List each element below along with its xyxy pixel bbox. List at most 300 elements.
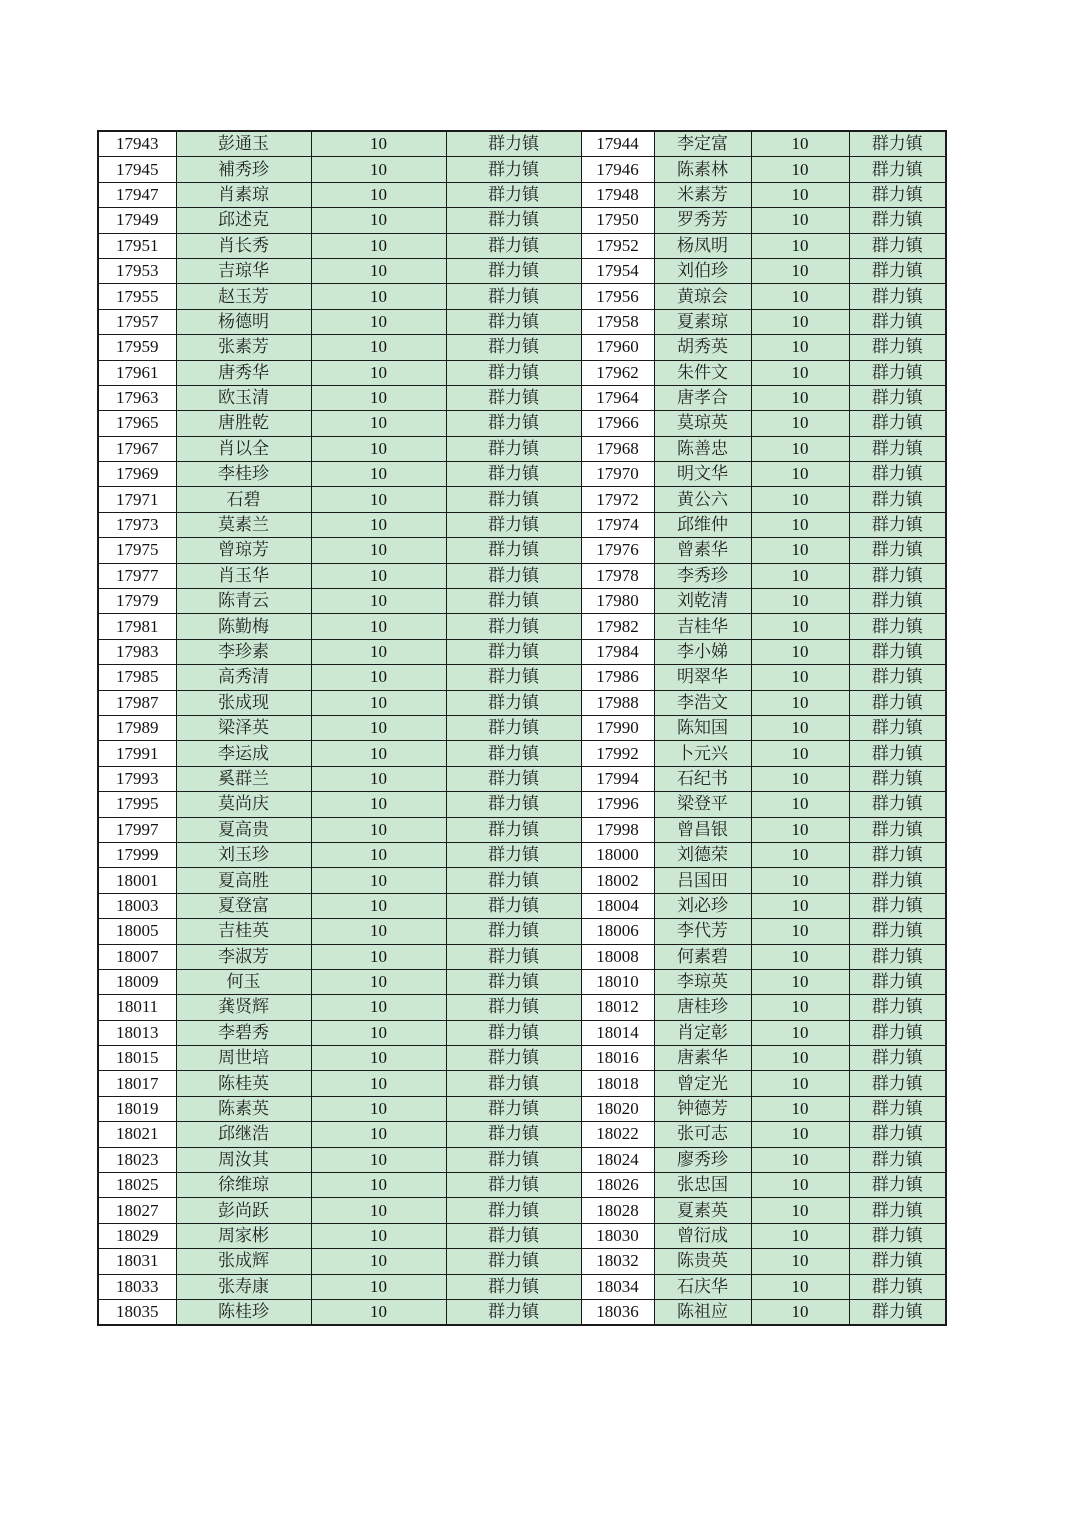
table-row <box>98 157 946 182</box>
right-town-cell: 群力镇 <box>849 411 946 436</box>
left-amount-cell: 10 <box>311 944 446 969</box>
left-town-cell: 群力镇 <box>446 182 581 207</box>
left-amount-cell: 10 <box>311 385 446 410</box>
left-town-cell: 群力镇 <box>446 995 581 1020</box>
table-row <box>98 1122 946 1147</box>
right-name-cell: 曾昌银 <box>654 817 751 842</box>
right-name-cell: 李秀珍 <box>654 563 751 588</box>
right-name-cell: 陈知国 <box>654 715 751 740</box>
left-amount-cell: 10 <box>311 665 446 690</box>
left-name-cell: 邱述克 <box>176 208 311 233</box>
right-town-cell: 群力镇 <box>849 182 946 207</box>
roster-table <box>97 130 947 1326</box>
right-amount-cell: 10 <box>751 969 849 994</box>
right-town-cell: 群力镇 <box>849 1173 946 1198</box>
left-name-cell: 陈桂英 <box>176 1071 311 1096</box>
left-name-cell: 奚群兰 <box>176 766 311 791</box>
right-amount-cell: 10 <box>751 512 849 537</box>
left-id-cell: 17965 <box>98 411 176 436</box>
left-amount-cell: 10 <box>311 792 446 817</box>
table-row <box>98 715 946 740</box>
right-name-cell: 吉桂华 <box>654 614 751 639</box>
left-id-cell: 17957 <box>98 309 176 334</box>
right-id-cell: 18020 <box>581 1096 654 1121</box>
left-town-cell: 群力镇 <box>446 1071 581 1096</box>
right-town-cell: 群力镇 <box>849 715 946 740</box>
left-name-cell: 唐胜乾 <box>176 411 311 436</box>
right-amount-cell: 10 <box>751 741 849 766</box>
table-row <box>98 131 946 157</box>
right-name-cell: 罗秀芳 <box>654 208 751 233</box>
table-row <box>98 842 946 867</box>
left-name-cell: 李碧秀 <box>176 1020 311 1045</box>
left-town-cell: 群力镇 <box>446 639 581 664</box>
right-name-cell: 唐素华 <box>654 1046 751 1071</box>
right-amount-cell: 10 <box>751 1122 849 1147</box>
right-name-cell: 李小娣 <box>654 639 751 664</box>
left-town-cell: 群力镇 <box>446 487 581 512</box>
left-id-cell: 18033 <box>98 1274 176 1299</box>
left-town-cell: 群力镇 <box>446 792 581 817</box>
left-amount-cell: 10 <box>311 893 446 918</box>
right-amount-cell: 10 <box>751 1249 849 1274</box>
right-name-cell: 黄琼会 <box>654 284 751 309</box>
right-town-cell: 群力镇 <box>849 258 946 283</box>
right-id-cell: 18024 <box>581 1147 654 1172</box>
right-town-cell: 群力镇 <box>849 741 946 766</box>
table-row <box>98 385 946 410</box>
right-amount-cell: 10 <box>751 157 849 182</box>
right-id-cell: 17988 <box>581 690 654 715</box>
left-town-cell: 群力镇 <box>446 360 581 385</box>
table-row <box>98 309 946 334</box>
right-amount-cell: 10 <box>751 995 849 1020</box>
left-name-cell: 夏高胜 <box>176 868 311 893</box>
left-amount-cell: 10 <box>311 487 446 512</box>
right-id-cell: 18012 <box>581 995 654 1020</box>
left-name-cell: 李运成 <box>176 741 311 766</box>
right-id-cell: 17966 <box>581 411 654 436</box>
left-id-cell: 18007 <box>98 944 176 969</box>
right-id-cell: 18014 <box>581 1020 654 1045</box>
right-town-cell: 群力镇 <box>849 1046 946 1071</box>
left-town-cell: 群力镇 <box>446 1020 581 1045</box>
left-name-cell: 梁泽英 <box>176 715 311 740</box>
left-town-cell: 群力镇 <box>446 335 581 360</box>
left-name-cell: 刘玉珍 <box>176 842 311 867</box>
right-name-cell: 邱维仲 <box>654 512 751 537</box>
table-row <box>98 487 946 512</box>
left-town-cell: 群力镇 <box>446 868 581 893</box>
right-amount-cell: 10 <box>751 233 849 258</box>
right-id-cell: 17952 <box>581 233 654 258</box>
right-amount-cell: 10 <box>751 792 849 817</box>
left-name-cell: 肖长秀 <box>176 233 311 258</box>
right-name-cell: 石庆华 <box>654 1274 751 1299</box>
table-row <box>98 411 946 436</box>
right-name-cell: 黄公六 <box>654 487 751 512</box>
right-name-cell: 陈祖应 <box>654 1299 751 1325</box>
left-town-cell: 群力镇 <box>446 1173 581 1198</box>
left-name-cell: 高秀清 <box>176 665 311 690</box>
left-amount-cell: 10 <box>311 589 446 614</box>
right-amount-cell: 10 <box>751 462 849 487</box>
left-id-cell: 18019 <box>98 1096 176 1121</box>
table-row <box>98 919 946 944</box>
right-id-cell: 17986 <box>581 665 654 690</box>
right-name-cell: 刘伯珍 <box>654 258 751 283</box>
right-id-cell: 18018 <box>581 1071 654 1096</box>
left-amount-cell: 10 <box>311 715 446 740</box>
table-row <box>98 1096 946 1121</box>
left-amount-cell: 10 <box>311 309 446 334</box>
left-town-cell: 群力镇 <box>446 1147 581 1172</box>
left-name-cell: 邱继浩 <box>176 1122 311 1147</box>
table-row <box>98 1274 946 1299</box>
left-id-cell: 17949 <box>98 208 176 233</box>
left-id-cell: 17977 <box>98 563 176 588</box>
left-name-cell: 石碧 <box>176 487 311 512</box>
right-name-cell: 明翠华 <box>654 665 751 690</box>
right-name-cell: 杨凤明 <box>654 233 751 258</box>
right-town-cell: 群力镇 <box>849 792 946 817</box>
right-id-cell: 17958 <box>581 309 654 334</box>
left-name-cell: 龚贤辉 <box>176 995 311 1020</box>
right-name-cell: 李代芳 <box>654 919 751 944</box>
left-amount-cell: 10 <box>311 1046 446 1071</box>
right-amount-cell: 10 <box>751 1071 849 1096</box>
table-row <box>98 944 946 969</box>
right-amount-cell: 10 <box>751 817 849 842</box>
left-town-cell: 群力镇 <box>446 1249 581 1274</box>
right-amount-cell: 10 <box>751 563 849 588</box>
right-amount-cell: 10 <box>751 614 849 639</box>
left-amount-cell: 10 <box>311 868 446 893</box>
right-town-cell: 群力镇 <box>849 208 946 233</box>
right-id-cell: 18028 <box>581 1198 654 1223</box>
left-name-cell: 赵玉芳 <box>176 284 311 309</box>
left-amount-cell: 10 <box>311 1249 446 1274</box>
right-id-cell: 17978 <box>581 563 654 588</box>
left-id-cell: 18025 <box>98 1173 176 1198</box>
left-name-cell: 张寿康 <box>176 1274 311 1299</box>
left-town-cell: 群力镇 <box>446 309 581 334</box>
right-amount-cell: 10 <box>751 1223 849 1248</box>
left-town-cell: 群力镇 <box>446 766 581 791</box>
left-name-cell: 肖玉华 <box>176 563 311 588</box>
right-amount-cell: 10 <box>751 919 849 944</box>
right-town-cell: 群力镇 <box>849 335 946 360</box>
right-amount-cell: 10 <box>751 944 849 969</box>
left-id-cell: 18009 <box>98 969 176 994</box>
left-amount-cell: 10 <box>311 233 446 258</box>
right-town-cell: 群力镇 <box>849 1223 946 1248</box>
right-town-cell: 群力镇 <box>849 1147 946 1172</box>
right-amount-cell: 10 <box>751 538 849 563</box>
right-id-cell: 17964 <box>581 385 654 410</box>
right-amount-cell: 10 <box>751 1020 849 1045</box>
right-id-cell: 17944 <box>581 131 654 157</box>
table-row <box>98 1147 946 1172</box>
right-town-cell: 群力镇 <box>849 969 946 994</box>
left-amount-cell: 10 <box>311 766 446 791</box>
left-amount-cell: 10 <box>311 1223 446 1248</box>
right-id-cell: 17972 <box>581 487 654 512</box>
right-amount-cell: 10 <box>751 1299 849 1325</box>
table-row <box>98 258 946 283</box>
right-amount-cell: 10 <box>751 690 849 715</box>
right-id-cell: 18030 <box>581 1223 654 1248</box>
right-town-cell: 群力镇 <box>849 842 946 867</box>
left-amount-cell: 10 <box>311 1020 446 1045</box>
table-row <box>98 1046 946 1071</box>
right-id-cell: 17962 <box>581 360 654 385</box>
right-amount-cell: 10 <box>751 335 849 360</box>
left-amount-cell: 10 <box>311 995 446 1020</box>
table-row <box>98 436 946 461</box>
right-town-cell: 群力镇 <box>849 157 946 182</box>
table-row <box>98 182 946 207</box>
right-town-cell: 群力镇 <box>849 868 946 893</box>
right-name-cell: 何素碧 <box>654 944 751 969</box>
left-town-cell: 群力镇 <box>446 614 581 639</box>
left-amount-cell: 10 <box>311 1198 446 1223</box>
right-id-cell: 18000 <box>581 842 654 867</box>
table-row <box>98 766 946 791</box>
table-row <box>98 817 946 842</box>
right-name-cell: 曾定光 <box>654 1071 751 1096</box>
left-town-cell: 群力镇 <box>446 208 581 233</box>
left-id-cell: 18017 <box>98 1071 176 1096</box>
right-id-cell: 18022 <box>581 1122 654 1147</box>
left-id-cell: 18029 <box>98 1223 176 1248</box>
left-name-cell: 彭尚跃 <box>176 1198 311 1223</box>
right-name-cell: 卜元兴 <box>654 741 751 766</box>
right-amount-cell: 10 <box>751 639 849 664</box>
left-id-cell: 18015 <box>98 1046 176 1071</box>
left-amount-cell: 10 <box>311 208 446 233</box>
right-id-cell: 17994 <box>581 766 654 791</box>
table-row <box>98 792 946 817</box>
right-name-cell: 肖定彰 <box>654 1020 751 1045</box>
right-id-cell: 17996 <box>581 792 654 817</box>
table-row <box>98 893 946 918</box>
left-name-cell: 杨德明 <box>176 309 311 334</box>
right-name-cell: 夏素英 <box>654 1198 751 1223</box>
right-amount-cell: 10 <box>751 1274 849 1299</box>
right-amount-cell: 10 <box>751 665 849 690</box>
left-id-cell: 18001 <box>98 868 176 893</box>
left-town-cell: 群力镇 <box>446 1274 581 1299</box>
right-town-cell: 群力镇 <box>849 309 946 334</box>
left-amount-cell: 10 <box>311 639 446 664</box>
left-town-cell: 群力镇 <box>446 1046 581 1071</box>
right-id-cell: 18034 <box>581 1274 654 1299</box>
right-town-cell: 群力镇 <box>849 995 946 1020</box>
left-town-cell: 群力镇 <box>446 512 581 537</box>
left-town-cell: 群力镇 <box>446 1299 581 1325</box>
left-name-cell: 肖素琼 <box>176 182 311 207</box>
right-amount-cell: 10 <box>751 182 849 207</box>
left-town-cell: 群力镇 <box>446 157 581 182</box>
table-row <box>98 462 946 487</box>
right-id-cell: 17980 <box>581 589 654 614</box>
left-id-cell: 17993 <box>98 766 176 791</box>
right-id-cell: 17992 <box>581 741 654 766</box>
left-name-cell: 徐维琼 <box>176 1173 311 1198</box>
left-amount-cell: 10 <box>311 538 446 563</box>
left-town-cell: 群力镇 <box>446 538 581 563</box>
left-amount-cell: 10 <box>311 614 446 639</box>
right-town-cell: 群力镇 <box>849 563 946 588</box>
right-town-cell: 群力镇 <box>849 1071 946 1096</box>
left-name-cell: 周世培 <box>176 1046 311 1071</box>
left-town-cell: 群力镇 <box>446 411 581 436</box>
right-amount-cell: 10 <box>751 842 849 867</box>
right-id-cell: 17974 <box>581 512 654 537</box>
left-amount-cell: 10 <box>311 1096 446 1121</box>
left-id-cell: 17981 <box>98 614 176 639</box>
right-amount-cell: 10 <box>751 385 849 410</box>
right-amount-cell: 10 <box>751 284 849 309</box>
right-id-cell: 17954 <box>581 258 654 283</box>
right-town-cell: 群力镇 <box>849 1299 946 1325</box>
table-row <box>98 1299 946 1325</box>
left-amount-cell: 10 <box>311 436 446 461</box>
right-id-cell: 17946 <box>581 157 654 182</box>
right-town-cell: 群力镇 <box>849 639 946 664</box>
left-id-cell: 18023 <box>98 1147 176 1172</box>
right-id-cell: 17968 <box>581 436 654 461</box>
left-name-cell: 夏高贵 <box>176 817 311 842</box>
right-id-cell: 17948 <box>581 182 654 207</box>
right-name-cell: 李定富 <box>654 131 751 157</box>
right-name-cell: 李琼英 <box>654 969 751 994</box>
left-amount-cell: 10 <box>311 1173 446 1198</box>
table-row <box>98 1020 946 1045</box>
right-town-cell: 群力镇 <box>849 538 946 563</box>
left-name-cell: 夏登富 <box>176 893 311 918</box>
right-town-cell: 群力镇 <box>849 385 946 410</box>
right-town-cell: 群力镇 <box>849 131 946 157</box>
left-name-cell: 张成现 <box>176 690 311 715</box>
table-row <box>98 639 946 664</box>
right-town-cell: 群力镇 <box>849 233 946 258</box>
left-amount-cell: 10 <box>311 690 446 715</box>
left-amount-cell: 10 <box>311 335 446 360</box>
right-amount-cell: 10 <box>751 715 849 740</box>
left-town-cell: 群力镇 <box>446 715 581 740</box>
table-row <box>98 741 946 766</box>
table-row <box>98 614 946 639</box>
left-name-cell: 吉琼华 <box>176 258 311 283</box>
table-row <box>98 360 946 385</box>
left-id-cell: 17979 <box>98 589 176 614</box>
right-id-cell: 18026 <box>581 1173 654 1198</box>
right-amount-cell: 10 <box>751 1173 849 1198</box>
table-row <box>98 538 946 563</box>
right-name-cell: 张可志 <box>654 1122 751 1147</box>
left-town-cell: 群力镇 <box>446 589 581 614</box>
right-name-cell: 张忠国 <box>654 1173 751 1198</box>
table-row <box>98 512 946 537</box>
right-id-cell: 17984 <box>581 639 654 664</box>
right-town-cell: 群力镇 <box>849 690 946 715</box>
right-name-cell: 廖秀珍 <box>654 1147 751 1172</box>
table-row <box>98 1071 946 1096</box>
left-amount-cell: 10 <box>311 258 446 283</box>
right-name-cell: 明文华 <box>654 462 751 487</box>
right-id-cell: 17982 <box>581 614 654 639</box>
right-town-cell: 群力镇 <box>849 919 946 944</box>
left-name-cell: 吉桂英 <box>176 919 311 944</box>
left-amount-cell: 10 <box>311 157 446 182</box>
right-town-cell: 群力镇 <box>849 284 946 309</box>
left-id-cell: 17995 <box>98 792 176 817</box>
right-name-cell: 陈贵英 <box>654 1249 751 1274</box>
left-id-cell: 17951 <box>98 233 176 258</box>
right-name-cell: 刘必珍 <box>654 893 751 918</box>
right-town-cell: 群力镇 <box>849 1249 946 1274</box>
right-amount-cell: 10 <box>751 868 849 893</box>
left-town-cell: 群力镇 <box>446 233 581 258</box>
left-amount-cell: 10 <box>311 512 446 537</box>
right-amount-cell: 10 <box>751 589 849 614</box>
left-name-cell: 欧玉清 <box>176 385 311 410</box>
right-name-cell: 陈素林 <box>654 157 751 182</box>
left-town-cell: 群力镇 <box>446 385 581 410</box>
right-amount-cell: 10 <box>751 436 849 461</box>
right-name-cell: 梁登平 <box>654 792 751 817</box>
left-town-cell: 群力镇 <box>446 690 581 715</box>
left-name-cell: 陈桂珍 <box>176 1299 311 1325</box>
left-amount-cell: 10 <box>311 360 446 385</box>
left-amount-cell: 10 <box>311 284 446 309</box>
left-name-cell: 李淑芳 <box>176 944 311 969</box>
left-id-cell: 17953 <box>98 258 176 283</box>
table-row <box>98 868 946 893</box>
table-row <box>98 665 946 690</box>
left-id-cell: 17961 <box>98 360 176 385</box>
left-id-cell: 18027 <box>98 1198 176 1223</box>
right-id-cell: 18016 <box>581 1046 654 1071</box>
left-town-cell: 群力镇 <box>446 893 581 918</box>
left-town-cell: 群力镇 <box>446 969 581 994</box>
left-amount-cell: 10 <box>311 817 446 842</box>
right-id-cell: 18008 <box>581 944 654 969</box>
right-name-cell: 米素芳 <box>654 182 751 207</box>
left-town-cell: 群力镇 <box>446 665 581 690</box>
right-amount-cell: 10 <box>751 1096 849 1121</box>
right-amount-cell: 10 <box>751 360 849 385</box>
left-id-cell: 17985 <box>98 665 176 690</box>
right-town-cell: 群力镇 <box>849 512 946 537</box>
left-id-cell: 17989 <box>98 715 176 740</box>
right-name-cell: 莫琼英 <box>654 411 751 436</box>
right-town-cell: 群力镇 <box>849 1122 946 1147</box>
right-amount-cell: 10 <box>751 766 849 791</box>
right-name-cell: 唐桂珍 <box>654 995 751 1020</box>
right-town-cell: 群力镇 <box>849 462 946 487</box>
right-amount-cell: 10 <box>751 1198 849 1223</box>
left-amount-cell: 10 <box>311 563 446 588</box>
left-name-cell: 補秀珍 <box>176 157 311 182</box>
right-town-cell: 群力镇 <box>849 817 946 842</box>
left-id-cell: 17971 <box>98 487 176 512</box>
right-name-cell: 陈善忠 <box>654 436 751 461</box>
left-town-cell: 群力镇 <box>446 741 581 766</box>
right-amount-cell: 10 <box>751 1147 849 1172</box>
